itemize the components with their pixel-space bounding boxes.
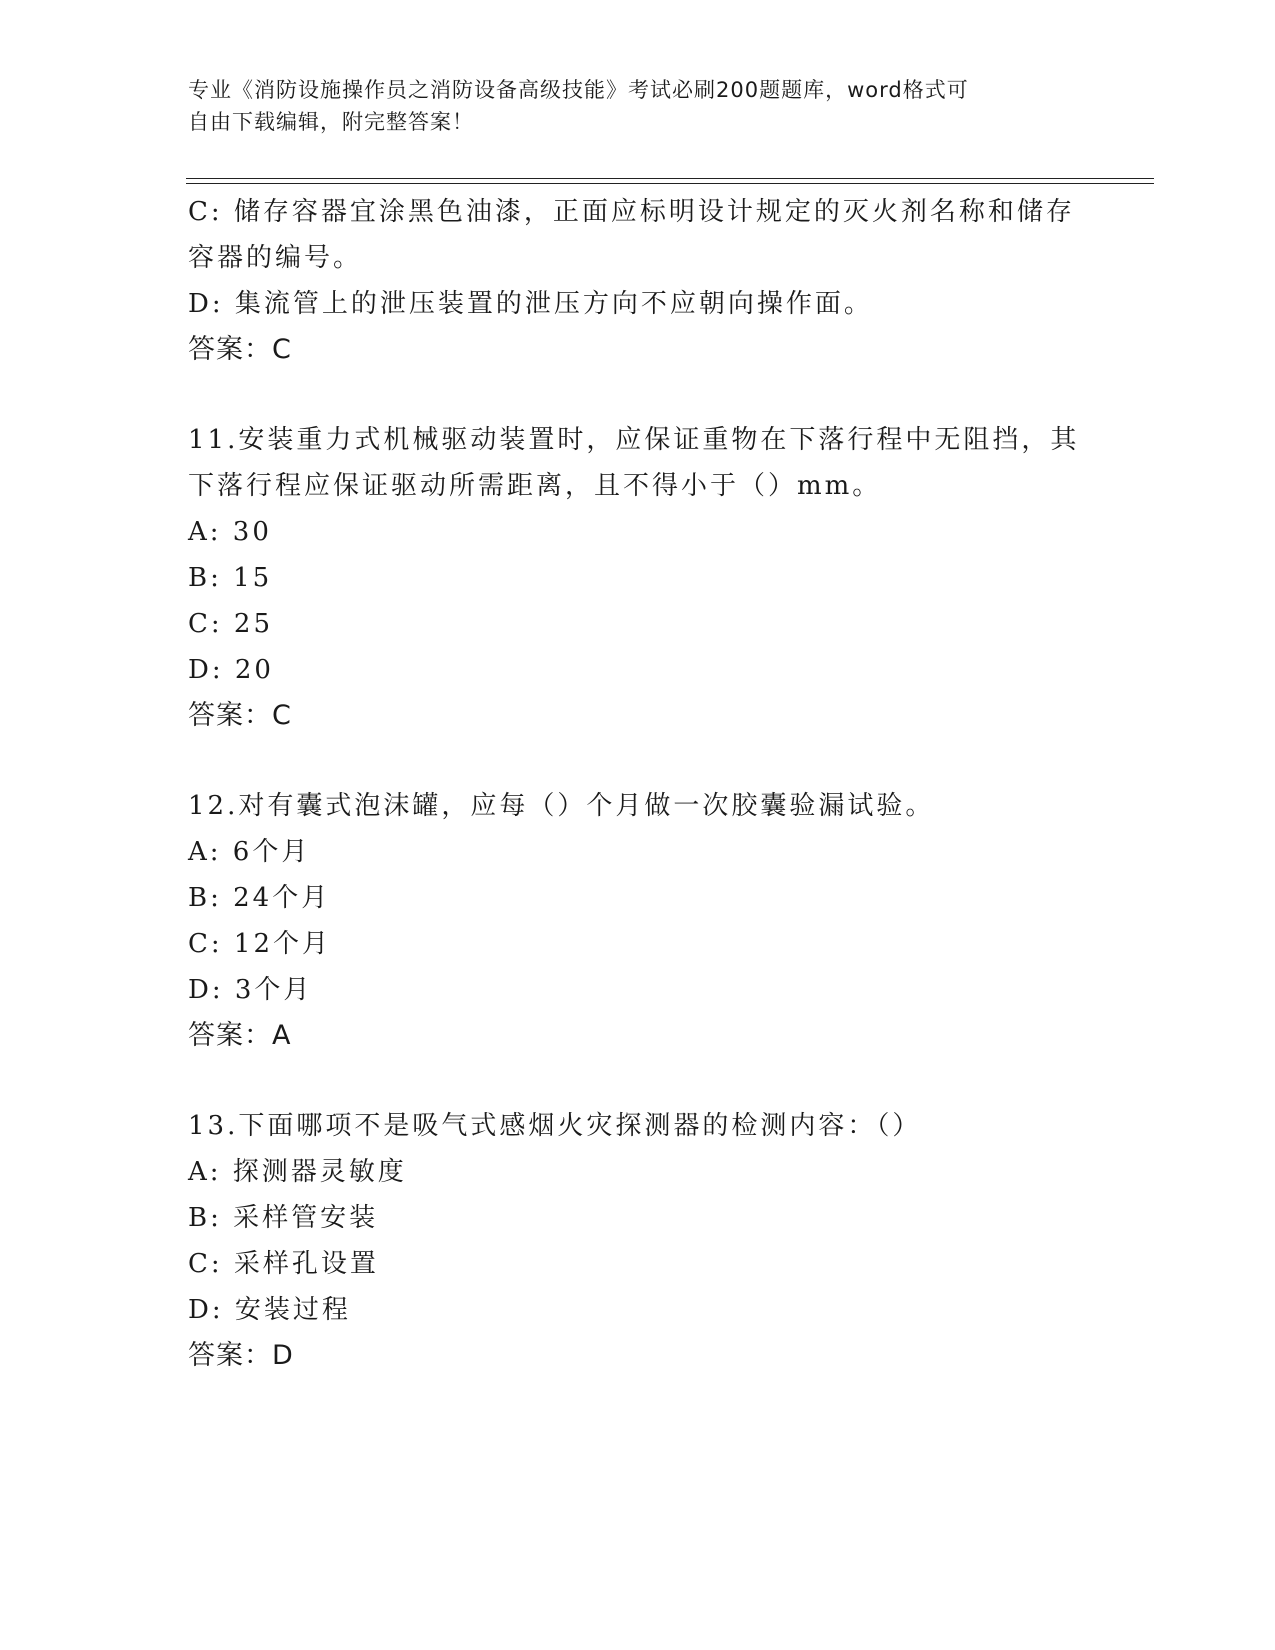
question-text-line-1: 11.安装重力式机械驱动装置时，应保证重物在下落行程中无阻挡，其 (188, 425, 1080, 455)
answer: 答案：A (188, 1020, 292, 1051)
question-text-line-1: 12.对有囊式泡沫罐，应每（）个月做一次胶囊验漏试验。 (188, 791, 935, 821)
option-d: D: 安装过程 (188, 1295, 351, 1325)
option-b: B: 采样管安装 (188, 1203, 379, 1233)
question-list (188, 189, 1088, 1379)
question-11 (188, 417, 1088, 739)
option-c: C: 25 (188, 609, 274, 639)
option-d: D: 3个月 (188, 975, 313, 1005)
header-line-1: 专业《消防设施操作员之消防设备高级技能》考试必刷200题题库，word格式可 (188, 78, 969, 102)
question-13 (188, 1103, 1088, 1379)
question-text-line-2: 下落行程应保证驱动所需距离，且不得小于（）mm。 (188, 471, 882, 501)
option-a: A: 6个月 (188, 837, 311, 867)
question-12 (188, 783, 1088, 1059)
option-b: B: 24个月 (188, 883, 331, 913)
header-line-2: 自由下载编辑，附完整答案！ (188, 110, 474, 134)
option-a: A: 30 (188, 517, 272, 547)
option-d: D: 20 (188, 655, 274, 685)
answer: 答案：D (188, 1340, 294, 1371)
question-text-line-1: 13.下面哪项不是吸气式感烟火灾探测器的检测内容：（） (188, 1111, 922, 1141)
answer: 答案：C (188, 700, 292, 731)
document-header (188, 74, 1068, 138)
option-d: D: 集流管上的泄压装置的泄压方向不应朝向操作面。 (188, 289, 873, 319)
question-10-continued (188, 189, 1088, 373)
option-c: C: 12个月 (188, 929, 332, 959)
header-divider-bottom (186, 183, 1154, 184)
header-divider-top (186, 178, 1154, 179)
option-c: C: 采样孔设置 (188, 1249, 379, 1279)
option-b: B: 15 (188, 563, 273, 593)
option-c-line-2: 容器的编号。 (188, 243, 363, 273)
option-c-line-1: C: 储存容器宜涂黑色油漆，正面应标明设计规定的灭火剂名称和储存 (188, 197, 1075, 227)
option-a: A: 探测器灵敏度 (188, 1157, 407, 1187)
answer: 答案：C (188, 334, 292, 365)
